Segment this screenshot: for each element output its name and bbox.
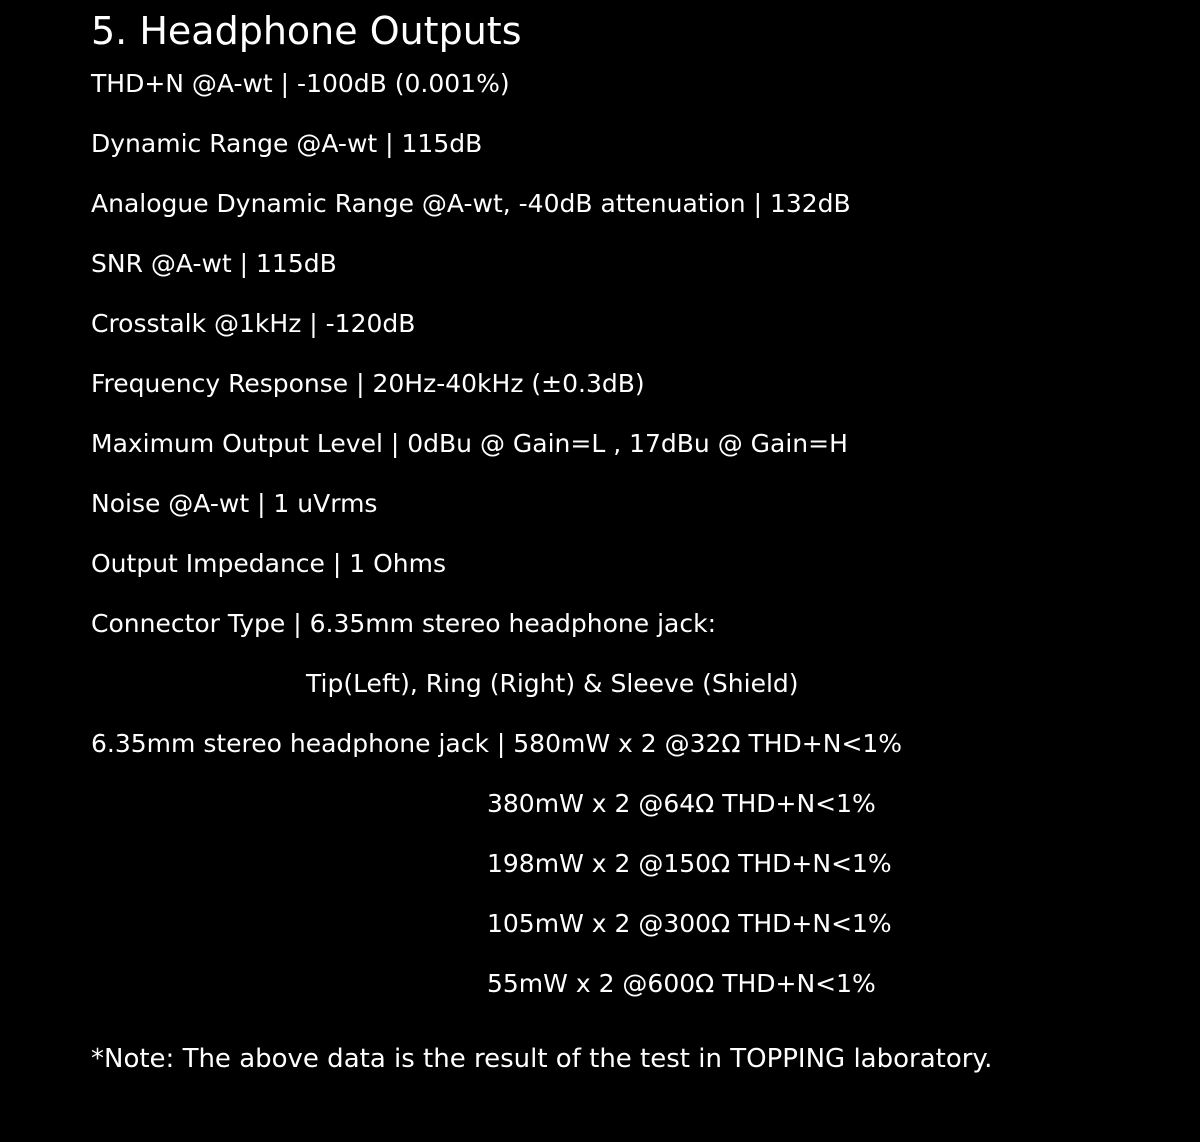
output-power-150ohm: 198mW x 2 @150Ω THD+N<1% <box>487 849 892 878</box>
spec-output-power: 6.35mm stereo headphone jack | 580mW x 2 @32Ω THD+N<1% <box>91 729 903 758</box>
spec-crosstalk: Crosstalk @1kHz | -120dB <box>91 309 416 338</box>
spec-connector-type: Connector Type | 6.35mm stereo headphone jack: <box>91 609 717 638</box>
spec-snr: SNR @A-wt | 115dB <box>91 249 337 278</box>
spec-max-output-level: Maximum Output Level | 0dBu @ Gain=L , 17dBu @ Gain=H <box>91 429 848 458</box>
spec-frequency-response: Frequency Response | 20Hz-40kHz (±0.3dB) <box>91 369 645 398</box>
output-power-300ohm: 105mW x 2 @300Ω THD+N<1% <box>487 909 892 938</box>
spec-output-impedance: Output Impedance | 1 Ohms <box>91 549 446 578</box>
output-power-64ohm: 380mW x 2 @64Ω THD+N<1% <box>487 789 876 818</box>
section-title: 5. Headphone Outputs <box>91 9 522 53</box>
footnote: *Note: The above data is the result of the test in TOPPING laboratory. <box>91 1044 993 1074</box>
output-power-600ohm: 55mW x 2 @600Ω THD+N<1% <box>487 969 876 998</box>
spec-thd-n: THD+N @A-wt | -100dB (0.001%) <box>91 69 510 98</box>
spec-analogue-dynamic-range: Analogue Dynamic Range @A-wt, -40dB attenuation | 132dB <box>91 189 851 218</box>
spec-noise: Noise @A-wt | 1 uVrms <box>91 489 378 518</box>
connector-detail: Tip(Left), Ring (Right) & Sleeve (Shield) <box>306 669 799 698</box>
spec-dynamic-range: Dynamic Range @A-wt | 115dB <box>91 129 483 158</box>
